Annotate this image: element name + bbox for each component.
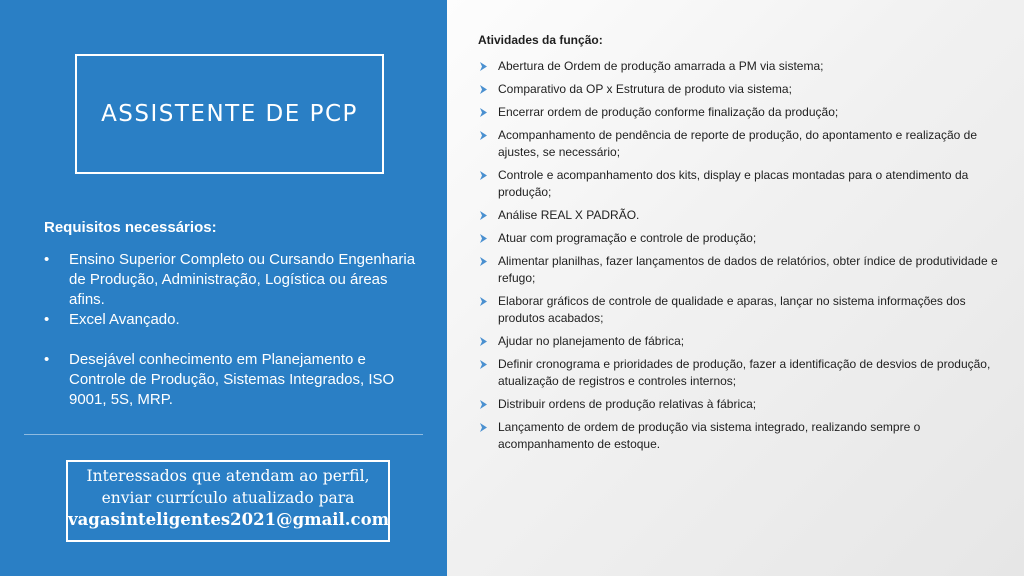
requirement-text: Excel Avançado. <box>69 311 180 328</box>
job-title-box <box>75 54 384 174</box>
activities-list <box>478 58 1008 459</box>
activities-title: Atividades da função: <box>478 33 603 47</box>
activity-text: Ajudar no planejamento de fábrica; <box>498 334 685 348</box>
requirement-item <box>44 250 424 310</box>
activity-item <box>478 419 1008 453</box>
activity-item <box>478 127 1008 161</box>
bullet-icon: • <box>44 351 50 368</box>
activity-text: Distribuir ordens de produção relativas à fábrica; <box>498 397 757 411</box>
requirement-item <box>44 350 424 410</box>
activity-text: Alimentar planilhas, fazer lançamentos de dados de relatórios, obter índice de produtividade e refugo; <box>498 254 998 285</box>
activity-text: Atuar com programação e controle de produção; <box>498 231 757 245</box>
contact-line-1: Interessados que atendam ao perfil, <box>86 467 370 485</box>
requirements-title: Requisitos necessários: <box>44 219 217 236</box>
activity-text: Acompanhamento de pendência de reporte de produção, do apontamento e realização de ajustes, se necessário; <box>498 128 978 159</box>
contact-box <box>66 460 390 542</box>
activity-text: Lançamento de ordem de produção via sistema integrado, realizando sempre o acompanhamento de estoque. <box>498 420 921 451</box>
activity-item <box>478 58 1008 75</box>
chevron-right-icon <box>478 167 490 184</box>
activity-item <box>478 396 1008 413</box>
activity-text: Análise REAL X PADRÃO. <box>498 208 640 222</box>
chevron-right-icon <box>478 230 490 247</box>
activity-item <box>478 207 1008 224</box>
chevron-right-icon <box>478 253 490 270</box>
divider <box>24 434 423 435</box>
activity-text: Controle e acompanhamento dos kits, display e placas montadas para o atendimento da produção; <box>498 168 969 199</box>
activity-item <box>478 333 1008 350</box>
chevron-right-icon <box>478 104 490 121</box>
chevron-right-icon <box>478 356 490 373</box>
chevron-right-icon <box>478 207 490 224</box>
chevron-right-icon <box>478 396 490 413</box>
activity-item <box>478 81 1008 98</box>
activity-item <box>478 356 1008 390</box>
activity-item <box>478 293 1008 327</box>
activity-item <box>478 230 1008 247</box>
activity-item <box>478 167 1008 201</box>
activity-text: Comparativo da OP x Estrutura de produto via sistema; <box>498 82 792 96</box>
activity-text: Elaborar gráficos de controle de qualidade e aparas, lançar no sistema informações dos produtos acabados; <box>498 294 966 325</box>
activity-text: Definir cronograma e prioridades de produção, fazer a identificação de desvios de produção, atualização de registros e controles internos; <box>498 357 991 388</box>
activity-item <box>478 104 1008 121</box>
requirement-item <box>44 310 424 330</box>
chevron-right-icon <box>478 333 490 350</box>
job-title: ASSISTENTE DE PCP <box>101 101 358 127</box>
requirement-text: Ensino Superior Completo ou Cursando Engenharia de Produção, Administração, Logística ou áreas afins. <box>69 251 416 308</box>
chevron-right-icon <box>478 293 490 310</box>
chevron-right-icon <box>478 58 490 75</box>
activity-text: Encerrar ordem de produção conforme finalização da produção; <box>498 105 839 119</box>
bullet-icon: • <box>44 251 50 268</box>
contact-line-2: enviar currículo atualizado para <box>101 489 355 507</box>
left-panel <box>0 0 447 576</box>
chevron-right-icon <box>478 81 490 98</box>
contact-email[interactable]: vagasinteligentes2021@gmail.com <box>68 510 390 529</box>
requirement-text: Desejável conhecimento em Planejamento e Controle de Produção, Sistemas Integrados, ISO 9001, 5S, MRP. <box>69 351 395 408</box>
activity-text: Abertura de Ordem de produção amarrada a PM via sistema; <box>498 59 824 73</box>
requirements-list <box>44 250 424 410</box>
chevron-right-icon <box>478 127 490 144</box>
bullet-icon: • <box>44 311 50 328</box>
activity-item <box>478 253 1008 287</box>
chevron-right-icon <box>478 419 490 436</box>
